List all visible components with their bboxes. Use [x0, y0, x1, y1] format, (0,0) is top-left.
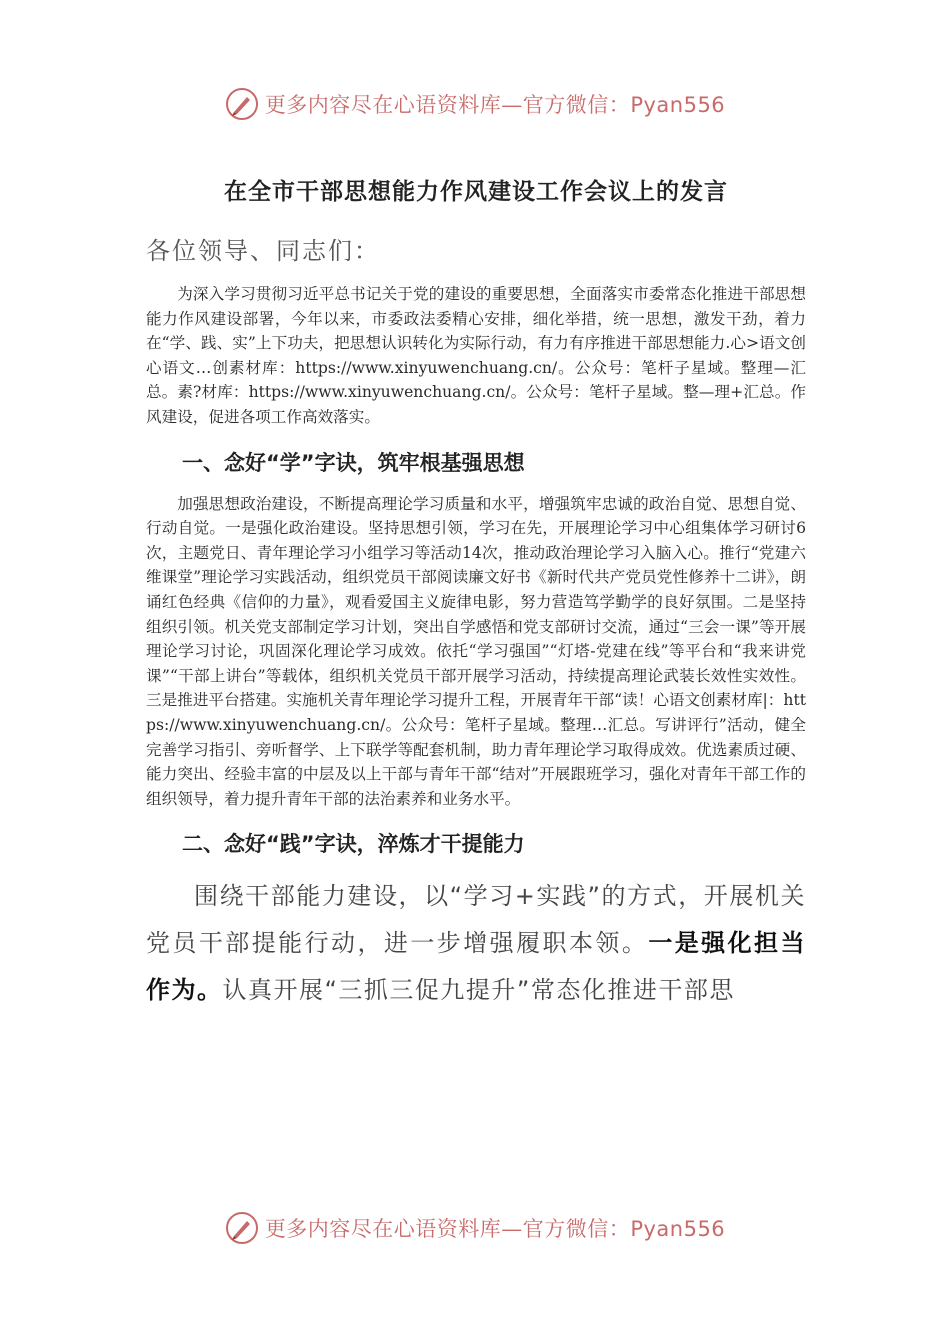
quill-pen-icon [225, 1211, 259, 1245]
document-title: 在全市干部思想能力作风建设工作会议上的发言 [224, 178, 728, 205]
section-1-paragraph: 加强思想政治建设，不断提高理论学习质量和水平，增强筑牢忠诚的政治自觉、思想自觉、行动自觉。一是强化政治建设。坚持思想引领，学习在先，开展理论学习中心组集体学习研讨6次，主题党日、青年理论学习小组学习等活动14次，推动政治理论学习入脑入心。推行“党建六维课堂”理论学习实践活动，组织党员干部阅读廉文好书《新时代共产党员党性修养十二讲》，朗诵红色经典《信仰的力量》，观看爱国主义旋律电影，努力营造笃学勤学的良好氛围。二是坚持组织引领。机关党支部制定学习计划，突出自学感悟和党支部研讨交流，通过“三会一课”等开展理论学习讨论，巩固深化理论学习成效。依托“学习强国”“灯塔-党建在线”等平台和“我来讲党课”“干部上讲台”等载体，组织机关党员干部开展学习活动，持续提高理论武装长效性实效性。三是推进平台搭建。实施机关青年理论学习提升工程，开展青年干部“读！心语文创素材库|：https://www.xinyuwenchuang.cn/。公众号：笔杆子星域。整理…汇总。写讲评行”活动，健全完善学习指引、旁听督学、上下联学等配套机制，助力青年理论学习取得成效。优选素质过硬、能力突出、经验丰富的中层及以上干部与青年干部“结对”开展跟班学习，强化对青年干部工作的组织领导，着力提升青年干部的法治素养和业务水平。 [146, 494, 806, 808]
banner-text: 更多内容尽在心语资料库—官方微信：Pyan556 [264, 93, 726, 117]
banner-text: 更多内容尽在心语资料库—官方微信：Pyan556 [264, 1217, 726, 1241]
document-body [146, 170, 806, 1014]
banner-wechat-id: Pyan556 [630, 93, 726, 117]
section-heading-1: 一、念好“学”字诀，筑牢根基强思想 [182, 450, 525, 475]
quill-pen-icon [225, 87, 259, 121]
intro-paragraph: 为深入学习贯彻习近平总书记关于党的建设的重要思想，全面落实市委常态化推进干部思想能力作风建设部署，今年以来，市委政法委精心安排，细化举措，统一思想，激发干劲，着力在“学、践、实”上下功夫，把思想认识转化为实际行动，有力有序推进干部思想能力.心>语文创心语文…创素材库：https://www.xinyuwenchuang.cn/。公众号：笔杆子星域。整理—汇总。素?材库：https://www.xinyuwenchuang.cn/。公众号：笔杆子星域。整—理+汇总。作风建设，促进各项工作高效落实。 [146, 285, 806, 426]
section-heading-2: 二、念好“践”字诀，淬炼才干提能力 [182, 832, 525, 857]
bold-phrase: 一是强化担当作为。 [146, 929, 806, 1005]
header-banner [0, 84, 950, 124]
salutation: 各位领导、同志们： [146, 237, 380, 265]
section-2-paragraph: 围绕干部能力建设，以“学习+实践”的方式，开展机关党员干部提能行动，进一步增强履职本领。一是强化担当作为。认真开展“三抓三促九提升”常态化推进干部思 [146, 882, 806, 1005]
banner-wechat-id: Pyan556 [630, 1217, 726, 1241]
footer-banner [0, 1208, 950, 1248]
